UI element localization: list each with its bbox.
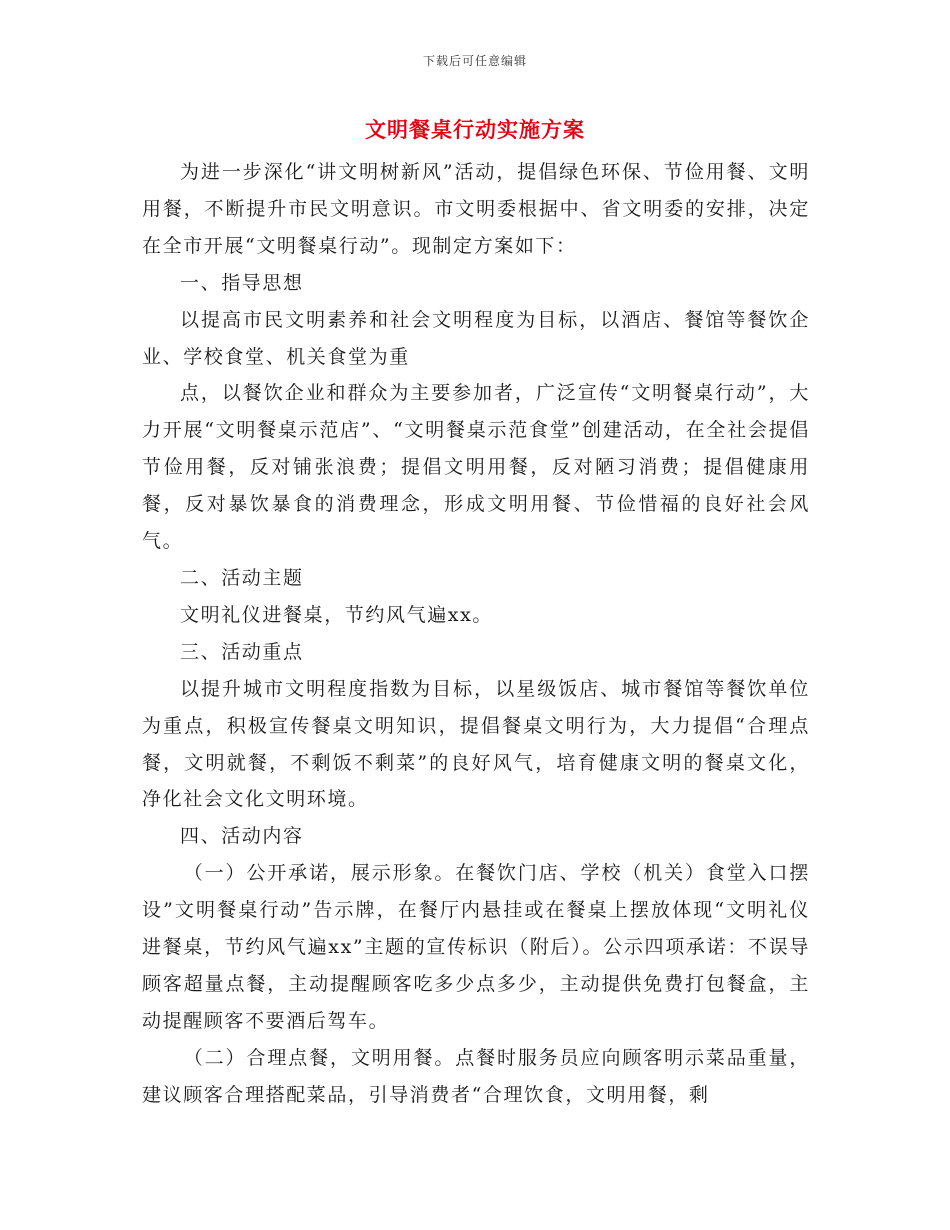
- page-header-note: 下载后可任意编辑: [422, 54, 527, 68]
- intro-paragraph: 为进一步深化“讲文明树新风”活动，提倡绿色环保、节俭用餐、文明用餐，不断提升市民文明意识。市文明委根据中、省文明委的安排，决定在全市开展“文明餐桌行动”。现制定方案如下：: [142, 161, 810, 257]
- document-body: [142, 154, 810, 1114]
- sub-item-paragraph: （一）公开承诺，展示形象。在餐饮门店、学校（机关）食堂入口摆设”文明餐桌行动”告示牌，在餐厅内悬挂或在餐桌上摆放体现“文明礼仪进餐桌，节约风气遍xx”主题的宣传标识（附后）。公示四项承诺：不误导顾客超量点餐，主动提醒顾客吃多少点多少，主动提供免费打包餐盒，主动提醒顾客不要酒后驾车。: [142, 862, 810, 1032]
- body-paragraph: 文明礼仪进餐桌，节约风气遍xx。: [180, 603, 494, 626]
- body-paragraph: 以提升城市文明程度指数为目标，以星级饭店、城市餐馆等餐饮单位为重点，积极宣传餐桌文明知识，提倡餐桌文明行为，大力提倡“合理点餐，文明就餐，不剩饭不剩菜”的良好风气，培育健康文明的餐桌文化，净化社会文化文明环境。: [142, 677, 810, 811]
- body-paragraph: 以提高市民文明素养和社会文明程度为目标，以酒店、餐馆等餐饮企业、学校食堂、机关食堂为重: [142, 308, 810, 368]
- body-paragraph: 点，以餐饮企业和群众为主要参加者，广泛宣传“文明餐桌行动”，大力开展“文明餐桌示范店”、“文明餐桌示范食堂”创建活动，在全社会提倡节俭用餐，反对铺张浪费；提倡文明用餐，反对陋习消费；提倡健康用餐，反对暴饮暴食的消费理念，形成文明用餐、节俭惜福的良好社会风气。: [142, 382, 810, 553]
- section-heading-activity-focus: 三、活动重点: [180, 640, 304, 663]
- section-heading-activity-content: 四、活动内容: [180, 825, 304, 848]
- section-heading-guiding-ideology: 一、指导思想: [180, 271, 304, 294]
- section-heading-activity-theme: 二、活动主题: [180, 566, 304, 589]
- sub-item-paragraph: （二）合理点餐，文明用餐。点餐时服务员应向顾客明示菜品重量，建议顾客合理搭配菜品，引导消费者“合理饮食，文明用餐，剩: [142, 1046, 810, 1106]
- document-title: 文明餐桌行动实施方案: [365, 117, 585, 142]
